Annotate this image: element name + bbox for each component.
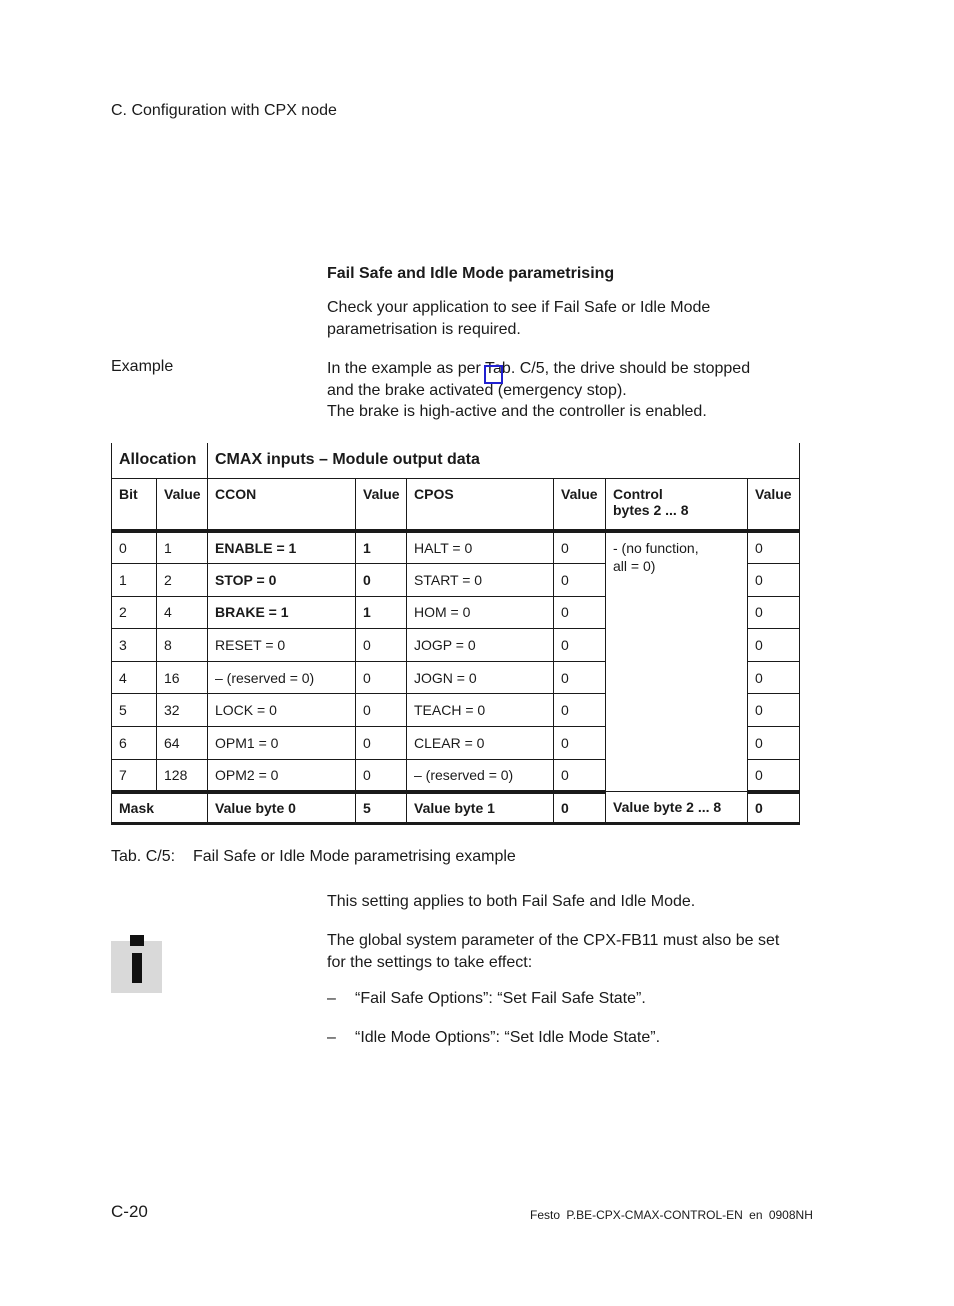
caption-id: Tab. C/5: bbox=[111, 848, 176, 865]
info-icon bbox=[111, 941, 162, 993]
cell-cpos: JOGP = 0 bbox=[407, 629, 554, 662]
col-header-ccon: CCON bbox=[208, 478, 356, 531]
cell-bit: 1 bbox=[112, 564, 157, 597]
cell-ccon-value: 1 bbox=[356, 596, 407, 629]
cell-control-value: 0 bbox=[748, 727, 800, 760]
cell-ccon-value: 0 bbox=[356, 759, 407, 792]
caption-text: Fail Safe or Idle Mode parametrising example bbox=[193, 848, 516, 865]
cell-value: 64 bbox=[157, 727, 208, 760]
list-item-text: “Idle Mode Options”: “Set Idle Mode State”. bbox=[355, 1029, 661, 1046]
cell-cpos: – (reserved = 0) bbox=[407, 759, 554, 792]
col-header-control bbox=[606, 478, 748, 531]
info-paragraph: The global system parameter of the CPX-FB11 must also be set for the settings to take effect: bbox=[327, 932, 780, 971]
example-label: Example bbox=[111, 358, 174, 375]
table-column-header-row bbox=[112, 478, 800, 531]
cell-cpos-value: 0 bbox=[554, 727, 606, 760]
cell-bit: 5 bbox=[112, 694, 157, 727]
cell-ccon: STOP = 0 bbox=[208, 564, 356, 597]
col-header-ccon-value: Value bbox=[356, 478, 407, 531]
section-title: Fail Safe and Idle Mode parametrising bbox=[327, 265, 615, 282]
cell-control-value: 0 bbox=[748, 531, 800, 564]
col-header-control-line2: bytes 2 ... 8 bbox=[613, 501, 689, 518]
cell-ccon-value: 1 bbox=[356, 531, 407, 564]
cell-ccon-value: 0 bbox=[356, 661, 407, 694]
cell-value: 1 bbox=[157, 531, 208, 564]
intro-paragraph: Check your application to see if Fail Safe or Idle Mode parametrisation is required. bbox=[327, 299, 711, 338]
example-line: and the brake activated (emergency stop). bbox=[327, 381, 627, 399]
info-icon-stem bbox=[132, 953, 142, 983]
cell-value: 128 bbox=[157, 759, 208, 792]
cell-control-value: 0 bbox=[748, 629, 800, 662]
example-paragraph bbox=[327, 358, 797, 423]
value-byte1: 0 bbox=[554, 792, 606, 824]
col-header-control-line1: Control bbox=[613, 485, 663, 502]
cell-bit: 0 bbox=[112, 531, 157, 564]
cell-value: 8 bbox=[157, 629, 208, 662]
cell-cpos: START = 0 bbox=[407, 564, 554, 597]
cell-ccon: ENABLE = 1 bbox=[208, 531, 356, 564]
cell-control-note bbox=[606, 531, 748, 792]
cell-value: 2 bbox=[157, 564, 208, 597]
cell-ccon: OPM2 = 0 bbox=[208, 759, 356, 792]
cell-cpos-value: 0 bbox=[554, 629, 606, 662]
cell-bit: 2 bbox=[112, 596, 157, 629]
note-paragraph: This setting applies to both Fail Safe and Idle Mode. bbox=[327, 893, 696, 910]
col-header-bit: Bit bbox=[112, 478, 157, 531]
cell-cpos: JOGN = 0 bbox=[407, 661, 554, 694]
cell-bit: 6 bbox=[112, 727, 157, 760]
cell-cpos: HALT = 0 bbox=[407, 531, 554, 564]
mask-label: Mask bbox=[112, 792, 208, 824]
value-byte2-8-label: Value byte 2 ... 8 bbox=[606, 792, 748, 824]
list-item bbox=[327, 990, 646, 1008]
selection-cursor bbox=[484, 365, 503, 384]
cell-bit: 3 bbox=[112, 629, 157, 662]
page-footer: Festo P.BE-CPX-CMAX-CONTROL-EN en 0908NH bbox=[530, 1208, 813, 1222]
cell-ccon: LOCK = 0 bbox=[208, 694, 356, 727]
cell-control-value: 0 bbox=[748, 564, 800, 597]
cell-control-value: 0 bbox=[748, 596, 800, 629]
table-caption bbox=[111, 848, 516, 866]
cell-control-value: 0 bbox=[748, 694, 800, 727]
cell-bit: 7 bbox=[112, 759, 157, 792]
page-number: C-20 bbox=[111, 1202, 148, 1221]
example-line: The brake is high-active and the controller is enabled. bbox=[327, 403, 707, 420]
cell-cpos-value: 0 bbox=[554, 596, 606, 629]
cell-cpos: TEACH = 0 bbox=[407, 694, 554, 727]
cell-bit: 4 bbox=[112, 661, 157, 694]
list-item-text: “Fail Safe Options”: “Set Fail Safe State”. bbox=[355, 990, 646, 1007]
cell-value: 16 bbox=[157, 661, 208, 694]
cell-control-value: 0 bbox=[748, 759, 800, 792]
cell-ccon-value: 0 bbox=[356, 694, 407, 727]
cell-ccon: – (reserved = 0) bbox=[208, 661, 356, 694]
control-note-line2: all = 0) bbox=[613, 558, 656, 574]
col-header-cpos-value: Value bbox=[554, 478, 606, 531]
control-note-line1: - (no function, bbox=[613, 540, 699, 556]
cell-cpos-value: 0 bbox=[554, 661, 606, 694]
info-icon-dot bbox=[130, 935, 144, 946]
cell-cpos-value: 0 bbox=[554, 759, 606, 792]
example-line: In the example as per Tab. C/5, the drive should be stopped bbox=[327, 360, 751, 377]
cell-ccon: BRAKE = 1 bbox=[208, 596, 356, 629]
list-item bbox=[327, 1029, 660, 1047]
cell-ccon-value: 0 bbox=[356, 727, 407, 760]
value-byte0-label: Value byte 0 bbox=[208, 792, 356, 824]
col-header-value: Value bbox=[157, 478, 208, 531]
cell-control-value: 0 bbox=[748, 661, 800, 694]
value-byte1-label: Value byte 1 bbox=[407, 792, 554, 824]
cell-cpos-value: 0 bbox=[554, 564, 606, 597]
cell-cpos: CLEAR = 0 bbox=[407, 727, 554, 760]
value-byte2-8: 0 bbox=[748, 792, 800, 824]
cell-ccon-value: 0 bbox=[356, 564, 407, 597]
list-dash: – bbox=[327, 990, 336, 1007]
cell-cpos-value: 0 bbox=[554, 694, 606, 727]
table-mask-row bbox=[112, 792, 800, 824]
allocation-header: Allocation bbox=[112, 443, 208, 478]
fail-safe-table bbox=[111, 443, 800, 825]
cell-cpos-value: 0 bbox=[554, 531, 606, 564]
value-byte0: 5 bbox=[356, 792, 407, 824]
table-group-header-row bbox=[112, 443, 800, 478]
cell-cpos: HOM = 0 bbox=[407, 596, 554, 629]
cell-value: 4 bbox=[157, 596, 208, 629]
page-header: C. Configuration with CPX node bbox=[111, 102, 337, 119]
group-title-header: CMAX inputs – Module output data bbox=[208, 443, 800, 478]
cell-value: 32 bbox=[157, 694, 208, 727]
cell-ccon: OPM1 = 0 bbox=[208, 727, 356, 760]
col-header-control-value: Value bbox=[748, 478, 800, 531]
cell-ccon: RESET = 0 bbox=[208, 629, 356, 662]
list-dash: – bbox=[327, 1029, 336, 1046]
cell-ccon-value: 0 bbox=[356, 629, 407, 662]
table-row bbox=[112, 531, 800, 564]
col-header-cpos: CPOS bbox=[407, 478, 554, 531]
